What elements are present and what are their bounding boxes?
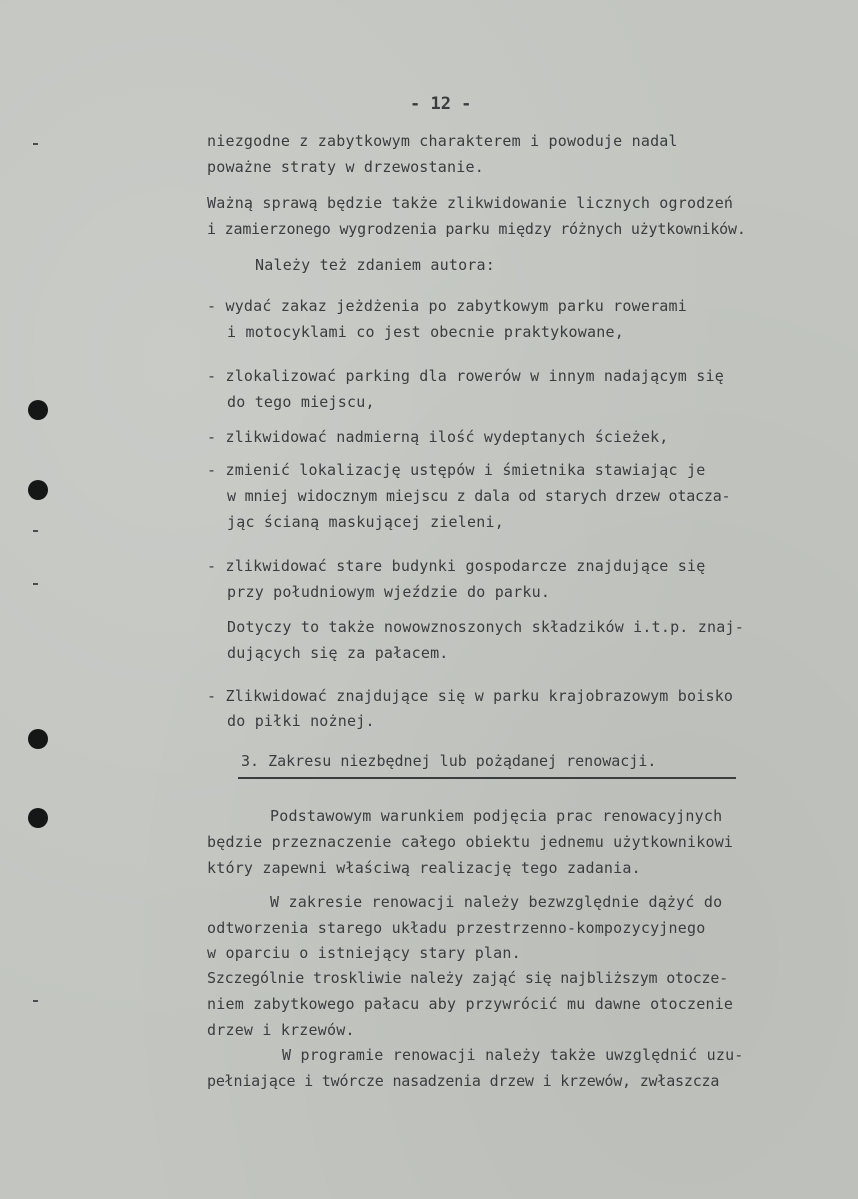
list-item: - zmienić lokalizację ustępów i śmietnika stawiając je — [207, 461, 706, 479]
text-line: Należy też zdaniem autora: — [255, 256, 495, 274]
list-item: - Zlikwidować znajdujące się w parku krajobrazowym boisko — [207, 687, 734, 705]
text-line: w oparciu o istniejący stary plan. — [207, 944, 521, 962]
list-item: - zlikwidować stare budynki gospodarcze znajdujące się — [207, 557, 706, 575]
text-line: niem zabytkowego pałacu aby przywrócić mu dawne otoczenie — [207, 995, 734, 1013]
list-item: - zlokalizować parking dla rowerów w innym nadającym się — [207, 367, 724, 385]
list-item: - zlikwidować nadmierną ilość wydeptanych ścieżek, — [207, 428, 669, 446]
text-line: poważne straty w drzewostanie. — [207, 158, 484, 176]
punch-hole-3 — [28, 729, 48, 749]
text-line: i zamierzonego wygrodzenia parku między różnych użytkowników. — [207, 220, 746, 238]
section-heading: 3. Zakresu niezbędnej lub pożądanej renowacji. — [241, 752, 657, 770]
text-line: odtworzenia starego układu przestrzenno-kompozycyjnego — [207, 919, 706, 937]
margin-mark — [33, 1000, 38, 1002]
punch-hole-1 — [28, 400, 48, 420]
margin-mark — [33, 143, 38, 145]
text-line: dujących się za pałacem. — [227, 644, 449, 662]
text-line: do tego miejscu, — [227, 393, 375, 411]
text-line: drzew i krzewów. — [207, 1021, 355, 1039]
margin-mark — [33, 583, 38, 585]
text-line: jąc ścianą maskującej zieleni, — [227, 513, 504, 531]
text-line: Szczególnie troskliwie należy zająć się najbliższym otocze- — [207, 969, 729, 987]
text-line: niezgodne z zabytkowym charakterem i powoduje nadal — [207, 132, 678, 150]
punch-hole-2 — [28, 480, 48, 500]
punch-hole-4 — [28, 808, 48, 828]
text-line: Dotyczy to także nowowznoszonych składzików i.t.p. znaj- — [227, 618, 744, 636]
margin-mark — [33, 530, 38, 532]
text-line: w mniej widocznym miejscu z dala od starych drzew otacza- — [227, 487, 731, 505]
text-line: który zapewni właściwą realizację tego zadania. — [207, 859, 641, 877]
heading-underline — [238, 777, 736, 779]
text-line: Podstawowym warunkiem podjęcia prac renowacyjnych — [270, 807, 723, 825]
text-line: Ważną sprawą będzie także zlikwidowanie licznych ogrodzeń — [207, 194, 734, 212]
text-line: będzie przeznaczenie całego obiektu jednemu użytkownikowi — [207, 833, 734, 851]
text-line: pełniające i twórcze nasadzenia drzew i krzewów, zwłaszcza — [207, 1072, 720, 1090]
text-line: przy południowym wjeździe do parku. — [227, 583, 551, 601]
text-line: do piłki nożnej. — [227, 712, 375, 730]
text-line: W programie renowacji należy także uwzględnić uzu- — [282, 1046, 744, 1064]
page-number: - 12 - — [410, 94, 472, 114]
list-item: - wydać zakaz jeżdżenia po zabytkowym parku rowerami — [207, 297, 687, 315]
text-line: i motocyklami co jest obecnie praktykowane, — [227, 323, 624, 341]
text-line: W zakresie renowacji należy bezwzględnie dążyć do — [270, 893, 723, 911]
